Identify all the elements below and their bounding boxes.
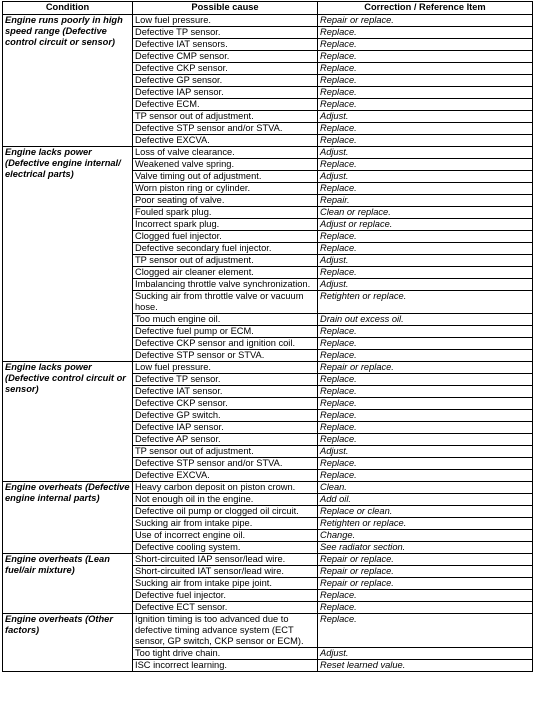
possible-cause-cell: Imbalancing throttle valve synchronization. <box>133 279 318 291</box>
correction-cell: Replace or clean. <box>318 506 533 518</box>
correction-cell: Replace. <box>318 398 533 410</box>
condition-cell: Engine lacks power (Defective control circuit or sensor) <box>3 362 133 482</box>
correction-cell: Drain out excess oil. <box>318 314 533 326</box>
correction-cell: Adjust. <box>318 171 533 183</box>
possible-cause-cell: Defective STP sensor and/or STVA. <box>133 123 318 135</box>
possible-cause-cell: Defective CKP sensor and ignition coil. <box>133 338 318 350</box>
possible-cause-cell: Heavy carbon deposit on piston crown. <box>133 482 318 494</box>
possible-cause-cell: Too much engine oil. <box>133 314 318 326</box>
table-row <box>3 554 533 566</box>
table-row <box>3 482 533 494</box>
correction-cell: Change. <box>318 530 533 542</box>
correction-cell: Replace. <box>318 590 533 602</box>
possible-cause-cell: Clogged fuel injector. <box>133 231 318 243</box>
possible-cause-cell: Ignition timing is too advanced due to defective timing advance system (ECT sensor, GP switch, CKP sensor or ECM). <box>133 614 318 648</box>
correction-cell: Reset learned value. <box>318 660 533 672</box>
possible-cause-cell: Defective secondary fuel injector. <box>133 243 318 255</box>
table-header-row <box>3 2 533 15</box>
possible-cause-cell: Clogged air cleaner element. <box>133 267 318 279</box>
possible-cause-cell: Defective TP sensor. <box>133 27 318 39</box>
condition-cell: Engine overheats (Lean fuel/air mixture) <box>3 554 133 614</box>
correction-cell: Adjust or replace. <box>318 219 533 231</box>
possible-cause-cell: Defective STP sensor or STVA. <box>133 350 318 362</box>
possible-cause-cell: Defective ECM. <box>133 99 318 111</box>
correction-cell: Adjust. <box>318 255 533 267</box>
correction-cell: Retighten or replace. <box>318 518 533 530</box>
correction-cell: Repair or replace. <box>318 15 533 27</box>
possible-cause-cell: Sucking air from throttle valve or vacuum hose. <box>133 291 318 314</box>
header-correction: Correction / Reference Item <box>318 2 533 15</box>
condition-cell: Engine lacks power (Defective engine internal/ electrical parts) <box>3 147 133 362</box>
possible-cause-cell: ISC incorrect learning. <box>133 660 318 672</box>
correction-cell: Replace. <box>318 39 533 51</box>
correction-cell: Replace. <box>318 27 533 39</box>
correction-cell: Clean or replace. <box>318 207 533 219</box>
correction-cell: Adjust. <box>318 279 533 291</box>
possible-cause-cell: Short-circuited IAP sensor/lead wire. <box>133 554 318 566</box>
possible-cause-cell: TP sensor out of adjustment. <box>133 111 318 123</box>
correction-cell: Replace. <box>318 51 533 63</box>
possible-cause-cell: Defective EXCVA. <box>133 470 318 482</box>
header-possible-cause: Possible cause <box>133 2 318 15</box>
correction-cell: Retighten or replace. <box>318 291 533 314</box>
table-body <box>3 15 533 672</box>
correction-cell: Replace. <box>318 338 533 350</box>
possible-cause-cell: Not enough oil in the engine. <box>133 494 318 506</box>
possible-cause-cell: Defective oil pump or clogged oil circuit. <box>133 506 318 518</box>
table-row <box>3 147 533 159</box>
correction-cell: Replace. <box>318 183 533 195</box>
correction-cell: See radiator section. <box>318 542 533 554</box>
possible-cause-cell: Defective IAT sensor. <box>133 386 318 398</box>
condition-cell: Engine overheats (Other factors) <box>3 614 133 672</box>
correction-cell: Replace. <box>318 243 533 255</box>
correction-cell: Replace. <box>318 99 533 111</box>
correction-cell: Replace. <box>318 374 533 386</box>
possible-cause-cell: Defective GP sensor. <box>133 75 318 87</box>
possible-cause-cell: Too tight drive chain. <box>133 648 318 660</box>
possible-cause-cell: Defective EXCVA. <box>133 135 318 147</box>
possible-cause-cell: Defective IAP sensor. <box>133 87 318 99</box>
correction-cell: Repair. <box>318 195 533 207</box>
correction-cell: Replace. <box>318 123 533 135</box>
correction-cell: Replace. <box>318 470 533 482</box>
possible-cause-cell: Low fuel pressure. <box>133 362 318 374</box>
correction-cell: Add oil. <box>318 494 533 506</box>
correction-cell: Replace. <box>318 231 533 243</box>
possible-cause-cell: Fouled spark plug. <box>133 207 318 219</box>
possible-cause-cell: Defective ECT sensor. <box>133 602 318 614</box>
table-row <box>3 362 533 374</box>
correction-cell: Replace. <box>318 267 533 279</box>
possible-cause-cell: Defective CKP sensor. <box>133 63 318 75</box>
correction-cell: Replace. <box>318 87 533 99</box>
possible-cause-cell: TP sensor out of adjustment. <box>133 255 318 267</box>
correction-cell: Replace. <box>318 326 533 338</box>
table-row <box>3 15 533 27</box>
possible-cause-cell: Defective fuel pump or ECM. <box>133 326 318 338</box>
correction-cell: Repair or replace. <box>318 566 533 578</box>
correction-cell: Replace. <box>318 159 533 171</box>
correction-cell: Replace. <box>318 350 533 362</box>
possible-cause-cell: Low fuel pressure. <box>133 15 318 27</box>
condition-cell: Engine runs poorly in high speed range (Defective control circuit or sensor) <box>3 15 133 147</box>
correction-cell: Repair or replace. <box>318 362 533 374</box>
correction-cell: Adjust. <box>318 648 533 660</box>
possible-cause-cell: Incorrect spark plug. <box>133 219 318 231</box>
possible-cause-cell: TP sensor out of adjustment. <box>133 446 318 458</box>
troubleshooting-table <box>2 1 533 672</box>
possible-cause-cell: Defective CMP sensor. <box>133 51 318 63</box>
correction-cell: Replace. <box>318 458 533 470</box>
correction-cell: Replace. <box>318 135 533 147</box>
possible-cause-cell: Defective IAT sensors. <box>133 39 318 51</box>
correction-cell: Adjust. <box>318 446 533 458</box>
possible-cause-cell: Poor seating of valve. <box>133 195 318 207</box>
possible-cause-cell: Defective fuel injector. <box>133 590 318 602</box>
possible-cause-cell: Valve timing out of adjustment. <box>133 171 318 183</box>
possible-cause-cell: Defective cooling system. <box>133 542 318 554</box>
possible-cause-cell: Sucking air from intake pipe joint. <box>133 578 318 590</box>
correction-cell: Replace. <box>318 614 533 648</box>
correction-cell: Repair or replace. <box>318 578 533 590</box>
possible-cause-cell: Weakened valve spring. <box>133 159 318 171</box>
possible-cause-cell: Defective STP sensor and/or STVA. <box>133 458 318 470</box>
correction-cell: Replace. <box>318 63 533 75</box>
possible-cause-cell: Short-circuited IAT sensor/lead wire. <box>133 566 318 578</box>
possible-cause-cell: Defective IAP sensor. <box>133 422 318 434</box>
correction-cell: Replace. <box>318 75 533 87</box>
possible-cause-cell: Loss of valve clearance. <box>133 147 318 159</box>
correction-cell: Replace. <box>318 422 533 434</box>
possible-cause-cell: Defective GP switch. <box>133 410 318 422</box>
correction-cell: Repair or replace. <box>318 554 533 566</box>
possible-cause-cell: Sucking air from intake pipe. <box>133 518 318 530</box>
correction-cell: Replace. <box>318 434 533 446</box>
correction-cell: Replace. <box>318 386 533 398</box>
possible-cause-cell: Defective CKP sensor. <box>133 398 318 410</box>
possible-cause-cell: Use of incorrect engine oil. <box>133 530 318 542</box>
possible-cause-cell: Defective AP sensor. <box>133 434 318 446</box>
condition-cell: Engine overheats (Defective engine internal parts) <box>3 482 133 554</box>
table-row <box>3 614 533 648</box>
correction-cell: Replace. <box>318 602 533 614</box>
header-condition: Condition <box>3 2 133 15</box>
correction-cell: Adjust. <box>318 147 533 159</box>
correction-cell: Replace. <box>318 410 533 422</box>
possible-cause-cell: Defective TP sensor. <box>133 374 318 386</box>
correction-cell: Adjust. <box>318 111 533 123</box>
possible-cause-cell: Worn piston ring or cylinder. <box>133 183 318 195</box>
correction-cell: Clean. <box>318 482 533 494</box>
